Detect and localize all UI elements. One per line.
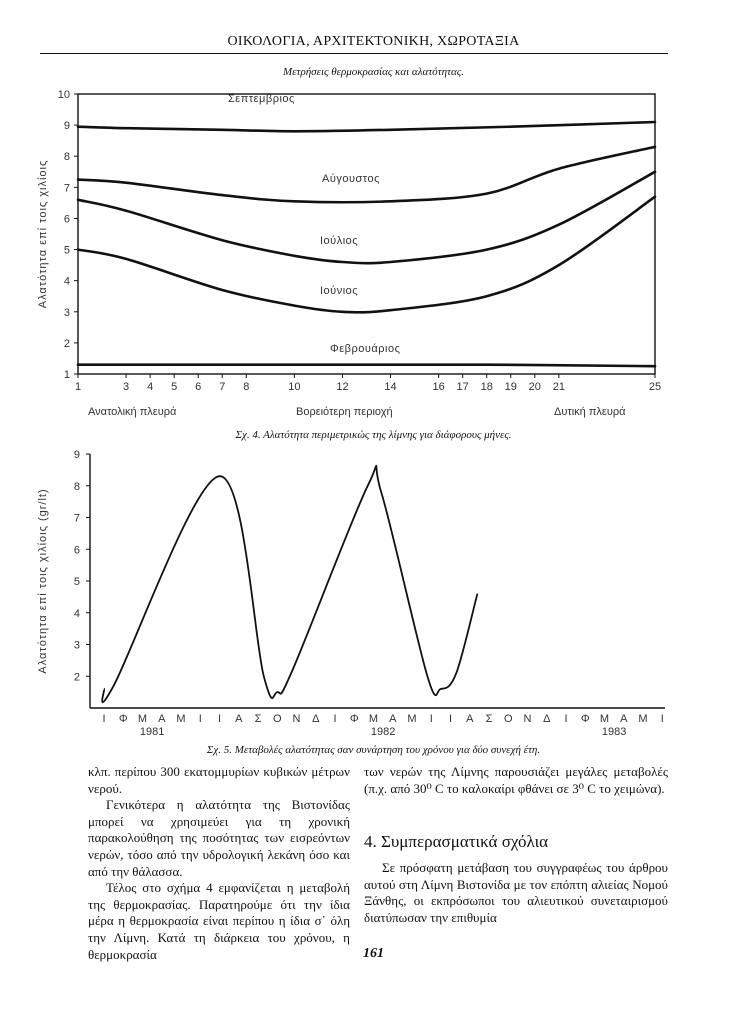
month-label: Ι — [448, 713, 453, 725]
x-tick-label: 5 — [171, 381, 178, 393]
salinity-line — [102, 466, 477, 703]
month-label: Ο — [503, 713, 513, 725]
y-tick-label: 4 — [73, 607, 80, 620]
month-label: Ν — [523, 713, 532, 725]
month-label: Α — [389, 713, 397, 725]
month-label: Μ — [368, 713, 379, 725]
x-tick-label: 17 — [456, 381, 469, 393]
series-line — [78, 172, 655, 263]
month-label: Φ — [349, 713, 359, 725]
month-label: Ν — [292, 713, 301, 725]
series-line — [78, 197, 655, 313]
region-label-west: Δυτική πλευρά — [554, 406, 626, 418]
figure4-subtitle: Μετρήσεις θερμοκρασίας και αλατότητας. — [283, 66, 464, 78]
x-tick-label: 18 — [480, 381, 493, 393]
y-tick-label: 7 — [63, 182, 70, 195]
month-label: Φ — [580, 713, 590, 725]
right-column-bottom — [364, 860, 668, 926]
month-label: Ι — [198, 713, 202, 725]
month-label: Μ — [407, 713, 417, 725]
month-label: Α — [620, 713, 628, 725]
y-tick-label: 5 — [63, 244, 70, 257]
y-tick-label: 6 — [73, 544, 80, 557]
x-tick-label: 20 — [528, 381, 541, 393]
x-tick-label: 8 — [243, 381, 250, 393]
right-column-top — [364, 764, 668, 797]
x-tick-label: 1 — [74, 381, 82, 393]
x-tick-label: 4 — [147, 381, 154, 393]
figure5-chart — [30, 446, 680, 742]
x-tick-label: 21 — [552, 381, 565, 393]
year-label: 1982 — [370, 726, 396, 738]
month-label: Α — [466, 713, 474, 725]
y-tick-label: 8 — [73, 480, 80, 493]
y-tick-label: 9 — [63, 120, 70, 133]
month-label: Δ — [543, 713, 551, 725]
x-tick-label: 6 — [195, 381, 202, 393]
left-paragraph-3: Τέλος στο σχήμα 4 εμφανίζεται η μεταβολή της θερμοκρασίας. Παρατηρούμε ότι την ίδια μέρα η θερμοκρασία είναι περίπου η ίδια σ᾽ όλη την Λίμνη. Κατά τη διάρκεια του χρόνου, η θερμοκρασία — [88, 880, 350, 962]
section-heading: 4. Συμπερασματικά σχόλια — [364, 832, 549, 851]
y-tick-label: 1 — [63, 369, 70, 381]
running-header: ΟΙΚΟΛΟΓΙΑ, ΑΡΧΙΤΕΚΤΟΝΙΚΗ, ΧΩΡΟΤΑΞΙΑ — [227, 34, 520, 49]
series-label: Αύγουστος — [322, 173, 380, 185]
figure4-chart — [30, 84, 680, 424]
month-label: Μ — [137, 713, 148, 725]
series-label: Σεπτέμβριος — [228, 93, 295, 105]
month-label: Σ — [485, 713, 493, 725]
x-tick-label: 14 — [384, 381, 397, 393]
y-tick-label: 3 — [73, 639, 80, 652]
y-tick-label: 4 — [63, 275, 70, 288]
y-tick-label: 2 — [73, 671, 80, 684]
month-label: Μ — [176, 713, 186, 725]
y-tick-label: 9 — [73, 449, 80, 461]
y-tick-label: 10 — [57, 89, 70, 101]
y-tick-label: 8 — [63, 151, 70, 164]
month-label: Α — [158, 713, 166, 725]
right-paragraph-2: Σε πρόσφατη μετάβαση του συγγραφέως του άρθρου αυτού στη Λίμνη Βιστονίδα με τον επόπτη αλιείας Νομού Ξάνθης, οι εκπρόσωποι του αλιευτικού συνεταιρισμού διατύπωσαν την επιθυμία — [364, 860, 668, 925]
figure4-plot-frame — [78, 94, 655, 374]
month-label: Ι — [102, 713, 106, 725]
region-label-north: Βορειότερη περιοχή — [296, 406, 393, 418]
y-tick-label: 3 — [63, 306, 70, 319]
month-label: Ι — [217, 713, 222, 725]
month-label: Ι — [564, 713, 568, 725]
month-label: Ι — [660, 713, 664, 725]
x-tick-label: 25 — [648, 381, 662, 393]
year-label: 1981 — [139, 726, 165, 738]
month-label: Δ — [312, 713, 320, 725]
page-number: 161 — [363, 946, 384, 961]
y-tick-label: 6 — [63, 213, 70, 226]
region-label-east: Ανατολική πλευρά — [88, 406, 177, 418]
x-tick-label: 7 — [219, 381, 226, 393]
series-label: Ιούλιος — [320, 235, 359, 247]
series-line — [78, 122, 655, 131]
month-label: Σ — [254, 713, 262, 725]
month-label: Α — [235, 713, 243, 725]
figure4-caption: Σχ. 4. Αλατότητα περιμετρικώς της λίμνης για διάφορους μήνες. — [235, 429, 512, 441]
x-tick-label: 19 — [504, 381, 517, 393]
x-tick-label: 12 — [336, 381, 349, 393]
x-tick-label: 3 — [123, 381, 130, 393]
year-label: 1983 — [601, 726, 627, 738]
y-tick-label: 5 — [73, 576, 80, 588]
month-label: Μ — [638, 713, 648, 725]
month-label: Ι — [333, 713, 337, 725]
x-tick-label: 16 — [432, 381, 445, 393]
month-label: Μ — [599, 713, 610, 725]
month-label: Ο — [272, 713, 282, 725]
y-axis-label: Αλατότητα επί τοις χιλίοις (gr/lt) — [37, 488, 49, 674]
right-paragraph-1: των νερών της Λίμνης παρουσιάζει μεγάλες μεταβολές (π.χ. από 30⁰ C το καλοκαίρι φθάνει σε 3⁰ C το χειμώνα). — [364, 764, 668, 796]
figure5-caption: Σχ. 5. Μεταβολές αλατότητας σαν συνάρτηση του χρόνου για δύο συνεχή έτη. — [206, 744, 541, 756]
header-rule — [40, 53, 668, 54]
series-line — [78, 365, 655, 367]
y-tick-label: 2 — [63, 337, 70, 350]
series-label: Ιούνιος — [320, 285, 359, 297]
y-axis-label: Αλατότητα επί τοις χιλίοις — [37, 159, 49, 309]
x-tick-label: 10 — [288, 381, 301, 393]
month-label: Φ — [118, 713, 128, 725]
series-label: Φεβρουάριος — [330, 343, 401, 355]
month-label: Ι — [429, 713, 433, 725]
left-column — [88, 764, 350, 963]
left-paragraph-2: Γενικότερα η αλατότητα της Βιστονίδας μπορεί να χρησιμεύει για τη χρονική παρακολούθηση της ποσότητας των εισρεόντων νερών, τόσο από την υδρολογική λεκάνη όσο και από την θάλασσα. — [88, 797, 350, 879]
y-tick-label: 7 — [73, 512, 80, 525]
left-paragraph-1: κλπ. περίπου 300 εκατομμυρίων κυβικών μέτρων νερού. — [88, 764, 350, 796]
